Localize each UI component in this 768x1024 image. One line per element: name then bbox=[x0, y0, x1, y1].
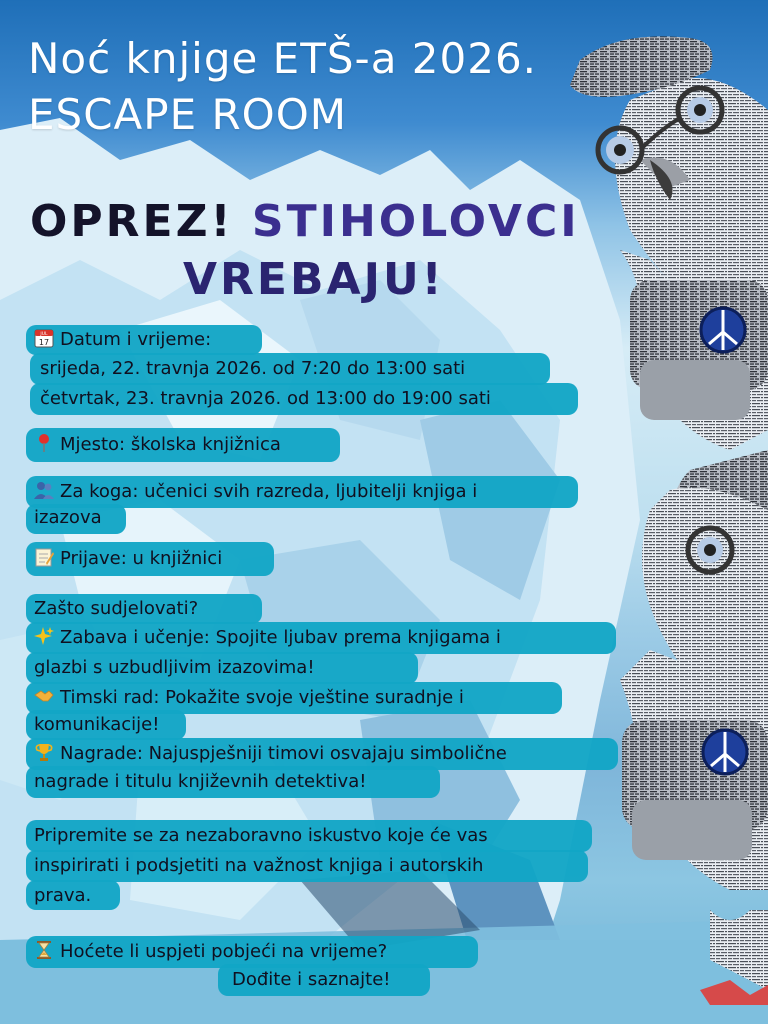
pigeon-illustration bbox=[560, 30, 768, 1024]
fun-text-cont: glazbi s uzbudljivim izazovima! bbox=[34, 657, 315, 678]
svg-text:JUL: JUL bbox=[40, 332, 48, 337]
poster-title: Noć knjige ETŠ-a 2026. bbox=[28, 34, 538, 83]
why-heading: Zašto sudjelovati? bbox=[34, 598, 199, 619]
prize-text: Nagrade: Najuspješniji timovi osvajaju simbolične bbox=[60, 743, 507, 764]
place-row bbox=[34, 433, 281, 457]
audience-text-cont: izazova bbox=[34, 507, 102, 528]
prize-row bbox=[34, 742, 507, 766]
audience-row bbox=[34, 480, 477, 504]
date-line-1: srijeda, 22. travnja 2026. od 7:20 do 13:00 sati bbox=[40, 358, 466, 379]
svg-text:17: 17 bbox=[38, 338, 50, 347]
audience-text: Za koga: učenici svih razreda, ljubitelji knjiga i bbox=[60, 481, 478, 502]
pin-icon bbox=[34, 433, 54, 453]
question-text: Hoćete li uspjeti pobjeći na vrijeme? bbox=[60, 941, 388, 962]
warning-headline-line2: VREBAJU! bbox=[183, 254, 445, 305]
closing-line-1: Pripremite se za nezaboravno iskustvo koje će vas bbox=[34, 825, 488, 846]
sparkles-icon bbox=[34, 626, 54, 646]
call-to-action: Dođite i saznajte! bbox=[232, 969, 391, 990]
warning-word-stiholovci: STIHOLOVCI bbox=[251, 196, 580, 247]
question-row bbox=[34, 940, 387, 964]
closing-line-3: prava. bbox=[34, 885, 92, 906]
people-icon bbox=[34, 480, 54, 500]
date-line-2: četvrtak, 23. travnja 2026. od 13:00 do 19:00 sati bbox=[40, 388, 491, 409]
handshake-icon bbox=[34, 686, 54, 706]
memo-icon bbox=[34, 547, 54, 567]
fun-row bbox=[34, 626, 501, 650]
prize-text-cont: nagrade i titulu književnih detektiva! bbox=[34, 771, 367, 792]
hourglass-icon bbox=[34, 940, 54, 960]
date-label-row bbox=[34, 328, 211, 352]
calendar-icon bbox=[34, 328, 54, 348]
team-text: Timski rad: Pokažite svoje vještine suradnje i bbox=[60, 687, 464, 708]
signup-text: Prijave: u knjižnici bbox=[60, 548, 223, 569]
signup-row bbox=[34, 547, 222, 571]
warning-headline-line1 bbox=[30, 196, 580, 247]
trophy-icon bbox=[34, 742, 54, 762]
fun-text: Zabava i učenje: Spojite ljubav prema knjigama i bbox=[60, 627, 501, 648]
place-text: Mjesto: školska knjižnica bbox=[60, 434, 281, 455]
date-label: Datum i vrijeme: bbox=[60, 329, 212, 350]
team-text-cont: komunikacije! bbox=[34, 714, 160, 735]
warning-word-oprez: OPREZ! bbox=[30, 196, 234, 247]
closing-line-2: inspirirati i podsjetiti na važnost knjiga i autorskih bbox=[34, 855, 484, 876]
team-row bbox=[34, 686, 464, 710]
poster-subtitle: ESCAPE ROOM bbox=[28, 90, 348, 139]
